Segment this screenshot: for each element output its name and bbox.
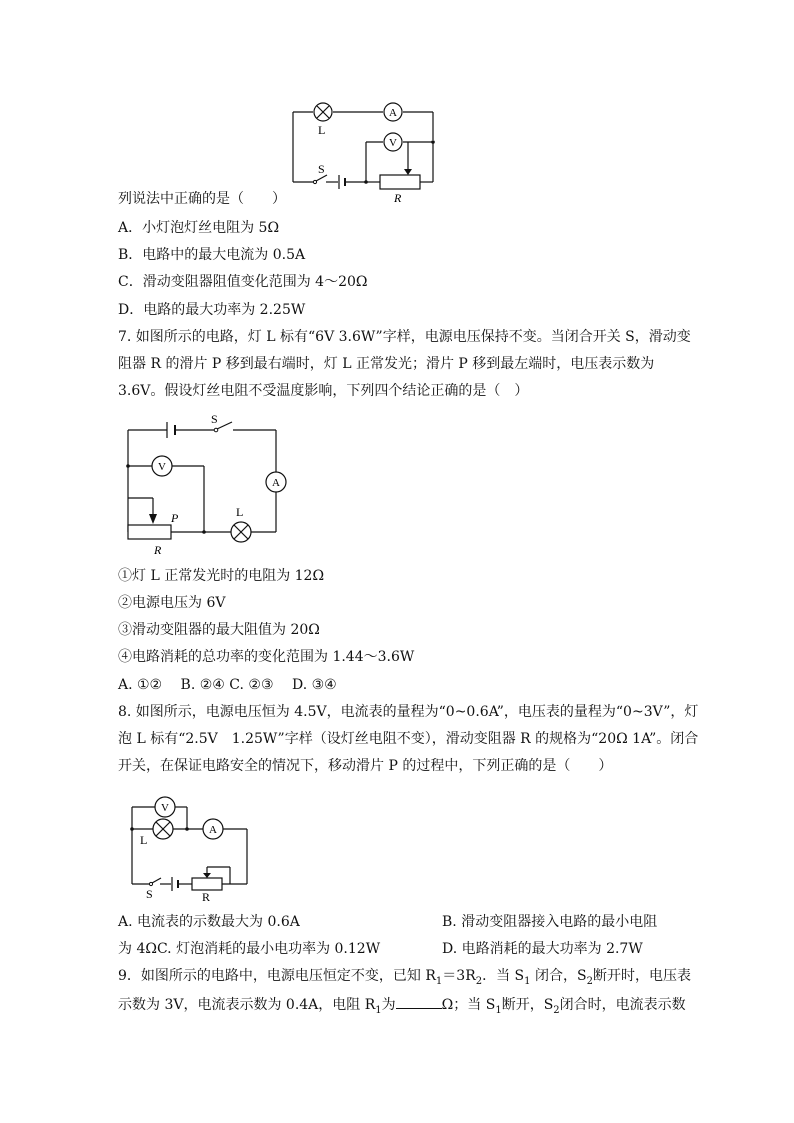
q9-text: 闭合，S	[530, 968, 587, 984]
q6-option-c: C．滑动变阻器阻值变化范围为 4～20Ω	[118, 274, 368, 290]
lamp-L	[231, 522, 251, 542]
q8-line-3: 开关，在保证电路安全的情况下，移动滑片 P 的过程中，下列正确的是（ ）	[118, 758, 613, 774]
q9-text: 示数为 3V，电流表示数为 0.4A，电阻 R	[118, 997, 376, 1013]
q8-line-1: 8. 如图所示，电源电压恒为 4.5V，电流表的量程为“0~0.6A”，电压表的量程为“0~3V”，灯	[118, 704, 699, 720]
q9-line-2	[118, 995, 686, 1020]
q9-text: ．当 S	[482, 968, 525, 984]
q8-option-b-cont-c: 为 4ΩC. 灯泡消耗的最小电功率为 0.12W	[118, 941, 381, 957]
q7-line-2: 阻器 R 的滑片 P 移到最右端时，灯 L 正常发光；滑片 P 移到最左端时，电压表示数为	[118, 356, 655, 372]
label-A: A	[272, 477, 280, 489]
label-V: V	[161, 802, 169, 814]
circuit-diagram-q6	[288, 95, 448, 205]
circuit-diagram-q7	[118, 410, 298, 558]
battery	[167, 422, 175, 438]
q9-text: Ω；当 S	[441, 997, 496, 1013]
rheostat-R	[380, 169, 420, 189]
subscript: 2	[475, 975, 483, 987]
q7-statement-4: ④电路消耗的总功率的变化范围为 1.44～3.6W	[118, 649, 415, 665]
label-S: S	[318, 162, 325, 176]
rheostat-R	[192, 873, 222, 890]
lamp-L	[153, 819, 173, 839]
subscript: 2	[553, 1004, 560, 1016]
q6-option-d: D．电路的最大功率为 2.25W	[118, 302, 306, 318]
label-L: L	[140, 833, 148, 847]
switch-S	[149, 878, 161, 886]
subscript: 2	[586, 975, 593, 987]
label-A: A	[209, 824, 217, 836]
label-S: S	[146, 887, 153, 901]
label-L: L	[236, 505, 244, 519]
q8-option-d: D. 电路消耗的最大功率为 2.7W	[442, 941, 643, 957]
subscript: 1	[524, 975, 531, 987]
q8-option-a: A. 电流表的示数最大为 0.6A	[118, 914, 300, 930]
subscript: 1	[435, 975, 443, 987]
battery	[339, 175, 345, 189]
q9-text: 闭合时，电流表示数	[559, 997, 686, 1013]
battery	[172, 877, 178, 891]
q9-text: ＝3R	[442, 968, 476, 984]
q9-line-1	[118, 967, 691, 991]
subscript: 1	[375, 1004, 382, 1016]
label-L: L	[318, 123, 326, 137]
label-A: A	[389, 107, 397, 119]
label-R: R	[202, 890, 211, 904]
q7-statement-3: ③滑动变阻器的最大阻值为 20Ω	[118, 622, 320, 638]
q7-line-1: 7. 如图所示的电路，灯 L 标有“6V 3.6W”字样，电源电压保持不变。当闭合开关 S，滑动变	[118, 329, 691, 345]
q7-statement-2: ②电源电压为 6V	[118, 595, 226, 611]
q8-line-2: 泡 L 标有“2.5V 1.25W”字样（设灯丝电阻不变），滑动变阻器 R 的规格为“20Ω 1A”。闭合	[118, 731, 699, 747]
rheostat-R	[128, 514, 171, 539]
q7-choices: A. ①② B. ②④ C. ②③ D. ③④	[118, 677, 337, 693]
answer-blank[interactable]	[396, 995, 442, 1009]
q9-text: 为	[381, 997, 396, 1013]
label-V: V	[158, 461, 166, 473]
switch-S	[313, 175, 327, 184]
q6-option-a: A．小灯泡灯丝电阻为 5Ω	[118, 220, 280, 236]
q6-option-b: B．电路中的最大电流为 0.5A	[118, 247, 306, 263]
q9-text: 9．如图所示的电路中，电源电压恒定不变，已知 R	[118, 968, 436, 984]
q7-line-3: 3.6V。假设灯丝电阻不受温度影响，下列四个结论正确的是（ ）	[118, 383, 529, 399]
q9-text: 断开，S	[501, 997, 554, 1013]
q9-text: 断开时，电压表	[592, 968, 691, 984]
subscript: 1	[495, 1004, 502, 1016]
label-R: R	[154, 543, 162, 557]
label-R: R	[394, 191, 402, 205]
q8-option-b: B. 滑动变阻器接入电路的最小电阻	[442, 914, 658, 930]
q7-statement-1: ①灯 L 正常发光时的电阻为 12Ω	[118, 568, 325, 584]
lamp-L	[314, 103, 332, 121]
q6-stem-tail: 列说法中正确的是（ ）	[118, 191, 286, 207]
label-S: S	[211, 412, 218, 426]
circuit-diagram-q8	[122, 784, 262, 904]
label-V: V	[389, 137, 397, 149]
label-P: P	[171, 511, 179, 525]
